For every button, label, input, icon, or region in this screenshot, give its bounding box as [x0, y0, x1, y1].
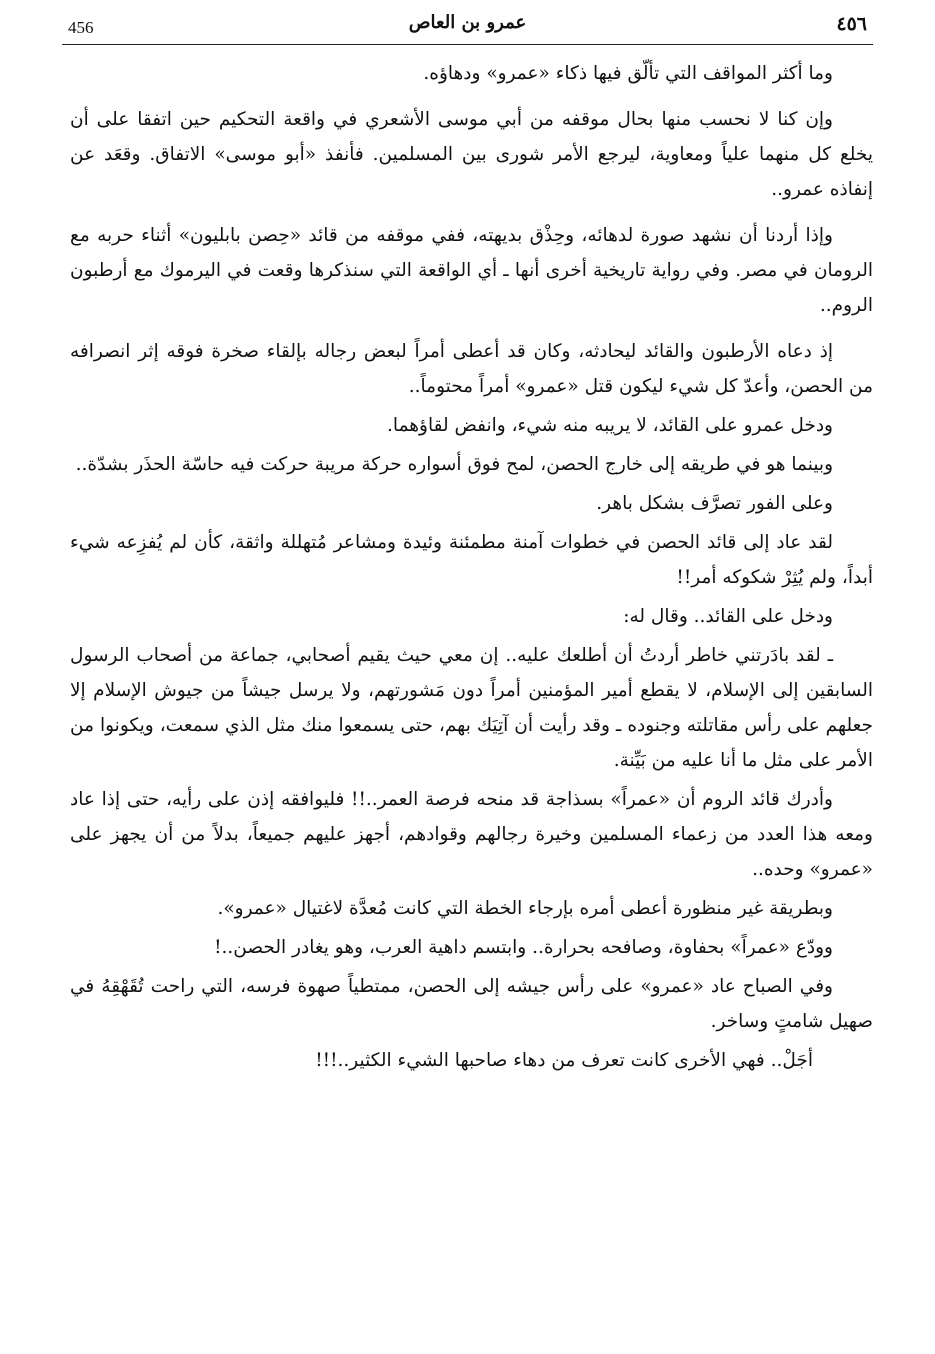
page-number-latin: 456 [68, 18, 94, 37]
page-number-arabic: ٤٥٦ [836, 13, 867, 35]
paragraph: وبينما هو في طريقه إلى خارج الحصن، لمح فوق أسواره حركة مريبة حركت فيه حاسّة الحذَر بشدّة.. [75, 454, 833, 475]
paragraph: وإن كنا لا نحسب منها بحال موقفه من أبي موسى الأشعري في واقعة التحكيم حين اتفقا على أن يخلع كل منهما علياً ومعاوية، ليرجع الأمر شورى بين المسلمين. فأنفذ «أبو موسى» الاتفاق. وقعَد عن إنفاذه عمرو.. [70, 109, 873, 200]
paragraph: ودخل عمرو على القائد، لا يريبه منه شيء، وانفض لقاؤهما. [387, 415, 833, 436]
paragraph: وأدرك قائد الروم أن «عمراً» بسذاجة قد منحه فرصة العمر..!! فليوافقه إذن على رأيه، حتى إذا عاد ومعه هذا العدد من زعماء المسلمين وخيرة رجالهم وقوادهم، أجهز عليهم جميعاً، بدلاً من أن يجهز على «عمرو» وحده.. [70, 789, 873, 880]
paragraph: وبطريقة غير منظورة أعطى أمره بإرجاء الخطة التي كانت مُعدَّة لاغتيال «عمرو». [217, 898, 833, 919]
paragraph: وما أكثر المواقف التي تألّق فيها ذكاء «عمرو» ودهاؤه. [423, 63, 833, 84]
paragraph: أجَلْ.. فهي الأخرى كانت تعرف من دهاء صاحبها الشيء الكثير..!!! [315, 1050, 813, 1071]
paragraph: وودّع «عمراً» بحفاوة، وصافحه بحرارة.. وابتسم داهية العرب، وهو يغادر الحصن..! [214, 937, 833, 958]
body-text [70, 56, 873, 1089]
page-header [62, 8, 873, 45]
paragraph: وعلى الفور تصرَّف بشكل باهر. [596, 493, 833, 514]
paragraph: لقد عاد إلى قائد الحصن في خطوات آمنة مطمئنة وئيدة ومشاعر مُتهللة واثقة، كأن لم يُفزِعه شيء أبداً، ولم يُثِرْ شكوكه أمر!! [70, 532, 873, 588]
paragraph: وإذا أردنا أن نشهد صورة لدهائه، وحِذْق بديهته، ففي موقفه من قائد «حِصن بابليون» أثناء حربه مع الرومان في مصر. وفي رواية تاريخية أخرى أنها ـ أي الواقعة التي سنذكرها وقعت في اليرموك مع أرطبون الروم.. [70, 225, 873, 316]
paragraph: وفي الصباح عاد «عمرو» على رأس جيشه إلى الحصن، ممتطياً صهوة فرسه، التي راحت تُقَهْقِهُ في صهيل شامتٍ وساخر. [70, 976, 873, 1032]
paragraph: ودخل على القائد.. وقال له: [623, 606, 833, 627]
paragraph: إذ دعاه الأرطبون والقائد ليحادثه، وكان قد أعطى أمراً لبعض رجاله بإلقاء صخرة فوقه إثر انصرافه من الحصن، وأعدّ كل شيء ليكون قتل «عمرو» أمراً محتوماً.. [70, 341, 873, 397]
running-title: عمرو بن العاص [408, 12, 527, 33]
paragraph: ـ لقد بادَرتني خاطر أردتُ أن أطلعك عليه.. إن معي حيث يقيم أصحابي، جماعة من أصحاب الرسول السابقين إلى الإسلام، لا يقطع أمير المؤمنين أمراً دون مَشورتهم، ولا يرسل جيشاً من جيوش الإسلام إلا جعلهم على رأس مقاتلته وجنوده ـ وقد رأيت أن آتِيَك بهم، حتى يسمعوا منك مثل الذي سمعت، ويكونوا من الأمر على مثل ما أنا عليه من بَيِّنة. [70, 645, 873, 771]
